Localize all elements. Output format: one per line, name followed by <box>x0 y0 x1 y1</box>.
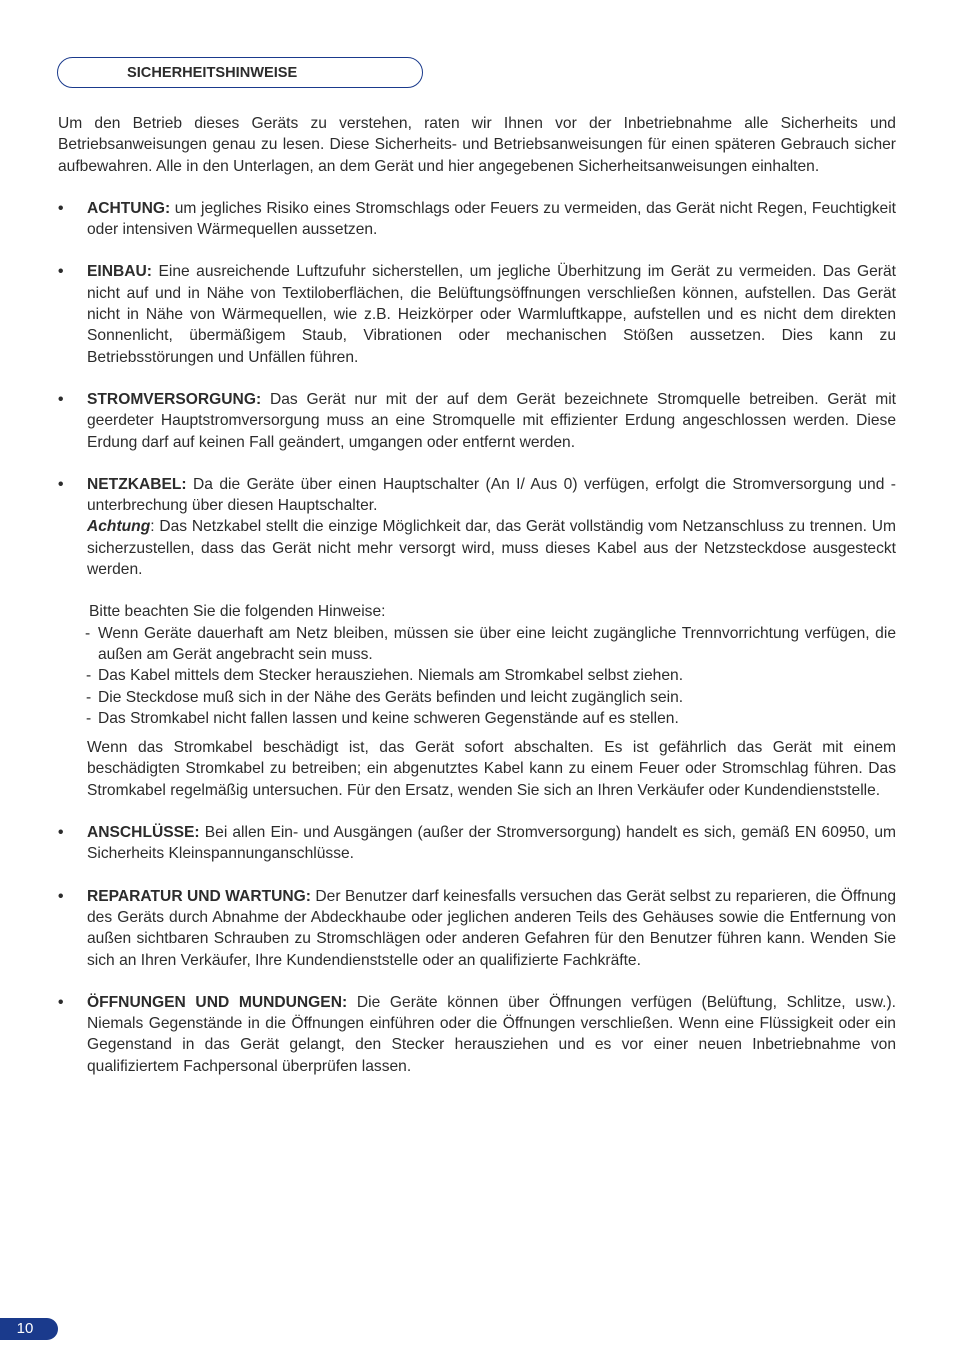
dash-marker: - <box>86 688 92 706</box>
achtung-text: : Das Netzkabel stellt die einzige Möglichkeit dar, das Gerät vollständig vom Netzanschluss zu trennen. Um sicherzustellen, dass das Gerät nicht mehr versorgt wird, muss dieses Kabel aus der Netzsteckdose ausgesteckt werden. <box>87 518 896 579</box>
hint-text: Die Steckdose muß sich in der Nähe des Geräts befinden und leicht zugänglich sein. <box>98 688 684 706</box>
item-text: Bei allen Ein- und Ausgängen (außer der Stromversorgung) handelt es sich, gemäß EN 60950, um Sicherheits Kleinspannunganschlüsse. <box>87 824 896 863</box>
section-title: SICHERHEITSHINWEISE <box>127 65 298 81</box>
bullet: • <box>58 824 64 842</box>
item-label: STROMVERSORGUNG: <box>87 390 262 408</box>
item-label: ÖFFNUNGEN UND MUNDUNGEN: <box>87 993 348 1011</box>
achtung-label: Achtung <box>87 518 151 536</box>
item-label: NETZKABEL: <box>87 475 187 493</box>
hint-item <box>58 623 896 666</box>
hint-text: Das Stromkabel nicht fallen lassen und keine schweren Gegenstände auf es stellen. <box>98 709 679 727</box>
item-text: Eine ausreichende Luftzufuhr sicherstellen, um jegliche Überhitzung im Gerät zu vermeiden. Das Gerät nicht auf und in Nähe von Textiloberflächen, die Belüftungsöffnungen verschließen können, aufstellen. Das Gerät nicht in Nähe von Wärmequellen, wie z.B. Heizkörper oder Warmluftkappe, aufstellen und es nicht dem direkten Sonnenlicht, übermäßigem Staub, Vibrationen oder mechanischen Stößen aussetzen. Dies kann zu Betriebsstörungen und Unfällen führen. <box>87 263 896 366</box>
hints-heading: Bitte beachten Sie die folgenden Hinweise: <box>89 603 386 621</box>
item-einbau <box>58 261 896 367</box>
bullet: • <box>58 993 64 1011</box>
item-label: REPARATUR UND WARTUNG: <box>87 887 311 905</box>
document-body <box>58 113 896 1098</box>
hints-block <box>58 601 896 729</box>
item-achtung <box>58 198 896 241</box>
bullet: • <box>58 390 64 408</box>
hint-text: Wenn Geräte dauerhaft am Netz bleiben, müssen sie über eine leicht zugängliche Trennvorrichtung verfügen, die außen am Gerät angebracht sein muss. <box>98 624 896 663</box>
item-text: um jegliches Risiko eines Stromschlags oder Feuers zu vermeiden, das Gerät nicht Regen, Feuchtigkeit oder intensiven Wärmequellen aussetzen. <box>87 199 896 239</box>
item-label: EINBAU: <box>87 263 152 281</box>
item-label: ACHTUNG: <box>87 199 171 217</box>
item-netzkabel <box>58 474 896 580</box>
section-header <box>57 57 423 88</box>
bullet: • <box>58 199 64 217</box>
item-reparatur <box>58 886 896 971</box>
bullet: • <box>58 887 64 905</box>
page-number: 10 <box>0 1318 58 1340</box>
item-text: Das Gerät nur mit der auf dem Gerät bezeichnete Stromquelle betreiben. Gerät mit geerdeter Hauptstromversorgung muss an eine Stromquelle mit effizienter Erdung angeschlossen werden. Diese Erdung darf auf keinen Fall geändert, umgangen oder entfernt werden. <box>87 390 896 451</box>
dash-marker: - <box>86 667 92 685</box>
bullet: • <box>58 475 64 493</box>
item-stromversorgung <box>58 389 896 453</box>
damage-paragraph: Wenn das Stromkabel beschädigt ist, das Gerät sofort abschalten. Es ist gefährlich das Gerät mit einem beschädigten Stromkabel zu betreiben; ein abgenutztes Kabel kann zu einem Feuer oder Stromschlag führen. Das Stromkabel regelmäßig untersuchen. Für den Ersatz, wenden Sie sich an Ihren Verkäufer oder Kundendienststelle. <box>87 739 896 799</box>
hint-item <box>58 665 896 686</box>
hint-text: Das Kabel mittels dem Stecker herausziehen. Niemals am Stromkabel selbst ziehen. <box>98 667 684 685</box>
item-label: ANSCHLÜSSE: <box>87 824 200 842</box>
item-text: Die Geräte können über Öffnungen verfügen (Belüftung, Schlitze, usw.). Niemals Gegenstände in die Öffnungen einführen oder die Öffnungen verschließen. Wenn eine Flüssigkeit oder ein Gegenstand in das Gerät gelangt, den Stecker herausziehen und es vor einer neuen Inbetriebnahme von qualifiziertem Fachpersonal überprüfen lassen. <box>87 993 896 1075</box>
item-text: Der Benutzer darf keinesfalls versuchen das Gerät selbst zu reparieren, die Öffnung des Geräts durch Abnahme der Abdeckhaube oder jeglichen anderen Teils des Gehäuses sowie die Entfernung von außen sichtbaren Schrauben zu Stromschlägen oder anderen Gefahren für den Benutzer führen kann. Wenden Sie sich an Ihren Verkäufer, Ihre Kundendienststelle oder an qualifizierte Fachkräfte. <box>87 887 897 969</box>
hint-item <box>58 687 896 708</box>
intro-paragraph: Um den Betrieb dieses Geräts zu verstehen, raten wir Ihnen vor der Inbetriebnahme alle Sicherheits und Betriebsanweisungen genau zu lesen. Diese Sicherheits- und Betriebsanweisungen für einen späteren Gebrauch sicher aufbewahren. Alle in den Unterlagen, an dem Gerät und hier angegebenen Sicherheitsanweisungen einhalten. <box>58 115 896 175</box>
item-oeffnungen <box>58 992 896 1077</box>
bullet: • <box>58 263 64 281</box>
item-anschluesse <box>58 822 896 865</box>
item-text: Da die Geräte über einen Hauptschalter (An I/ Aus 0) verfügen, erfolgt die Stromversorgung und -unterbrechung über diesen Hauptschalter. <box>87 475 896 515</box>
hint-item <box>58 708 896 729</box>
dash-marker: - <box>85 624 91 642</box>
dash-marker: - <box>86 709 92 727</box>
